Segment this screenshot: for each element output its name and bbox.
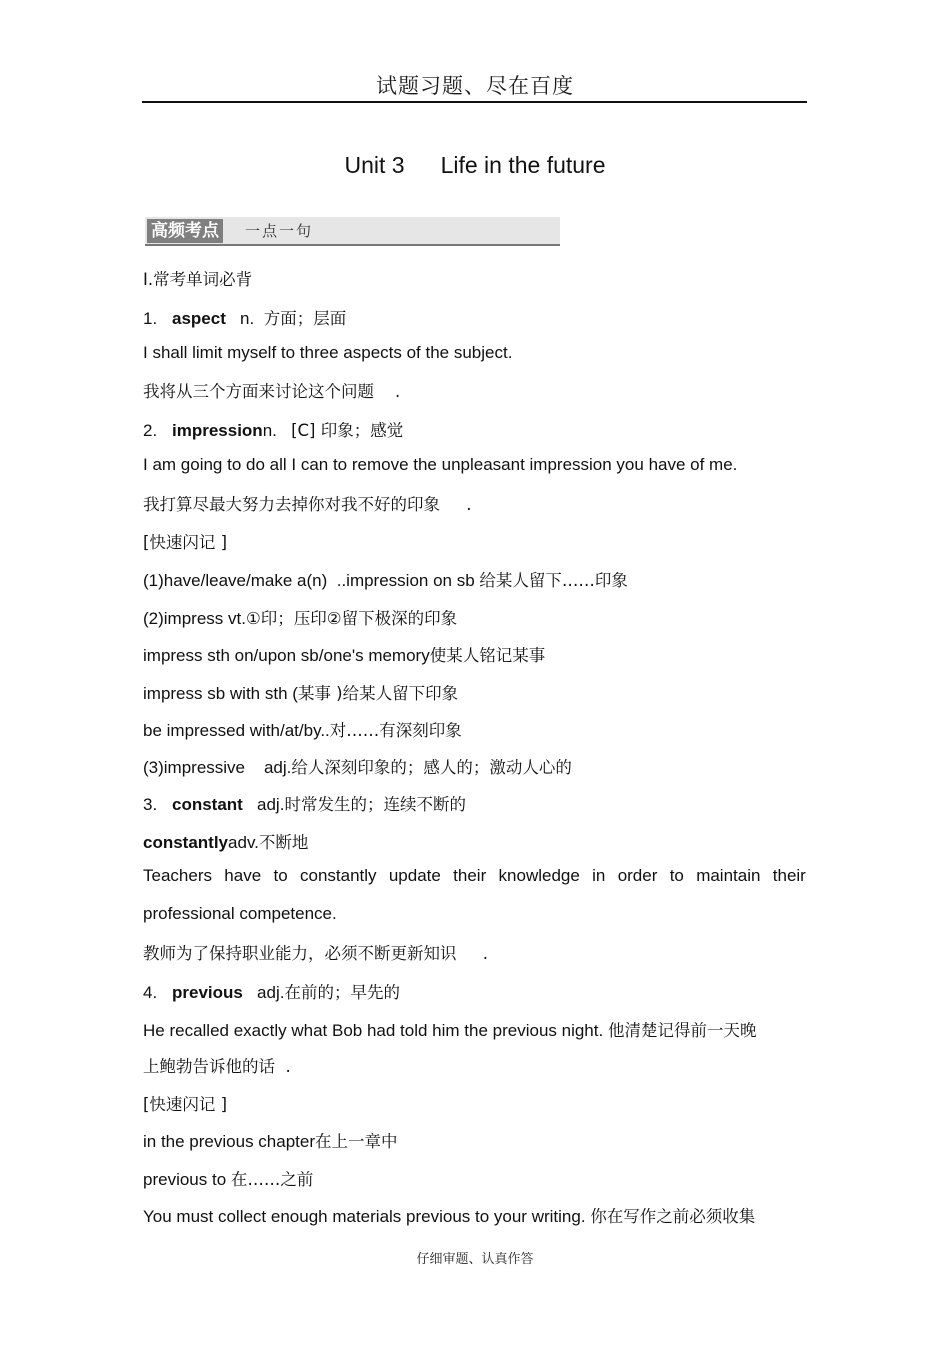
derived-word-line (143, 829, 308, 853)
example-cn-text: 我打算尽最大努力去掉你对我不好的印象 (143, 495, 440, 514)
tip-en: previous to (143, 1170, 231, 1189)
quick-tip-label: [快速闪记 ] (143, 1095, 228, 1114)
word: their (453, 866, 487, 885)
tip-en: in the previous chapter (143, 1132, 315, 1151)
tip-cn: 在……之前 (230, 1170, 314, 1189)
tip-cn: 给某人留下……印象 (479, 571, 628, 590)
headword: impression (172, 421, 263, 440)
example-cn (143, 940, 488, 964)
tip-en: (3)impressive (143, 758, 246, 777)
headword: constant (172, 795, 243, 814)
tip-en: impress sth on/upon sb/one's memory (143, 646, 430, 665)
meaning: 时常发生的；连续不断的 (284, 795, 466, 814)
tip-line (143, 567, 628, 591)
tip-cn: 某事 )给某人留下印象 (297, 684, 459, 703)
example-cn (143, 1053, 291, 1077)
derived-meaning: 不断地 (258, 833, 309, 852)
word: maintain (696, 866, 761, 885)
part-of-speech: n. (262, 421, 277, 440)
example-cn (143, 491, 471, 515)
page-footer: 仔细审题、认真作答 (416, 1252, 534, 1267)
entry-aspect-headword (143, 305, 346, 329)
tip-line (143, 754, 572, 778)
word: update (388, 866, 441, 885)
part-of-speech: adj. (257, 983, 285, 1002)
headword: previous (172, 983, 243, 1002)
tip-line (143, 1166, 313, 1190)
meaning: 方面；层面 (263, 309, 347, 328)
banner-tag: 高频考点 (147, 219, 223, 243)
meaning: 在前的；早先的 (284, 983, 400, 1002)
tip-cn: ①印；压印②留下极深的印象 (245, 609, 458, 628)
derived-pos: adv. (228, 833, 259, 852)
period: . (394, 382, 401, 401)
example-en-justified (143, 866, 806, 886)
entry-constant-headword (143, 791, 466, 815)
meaning: [C] 印象；感觉 (291, 421, 404, 440)
tip-line (143, 680, 458, 704)
example-en-continued: professional competence. (143, 904, 337, 923)
word: to (669, 866, 684, 885)
entry-number: 4. (143, 983, 158, 1002)
page-header-title: 试题习题、尽在百度 (376, 74, 574, 98)
word: their (772, 866, 806, 885)
word: knowledge (498, 866, 580, 885)
tip-line (143, 1128, 398, 1152)
entry-previous-headword (143, 979, 400, 1003)
word: Teachers (143, 866, 212, 885)
example-en: I am going to do all I can to remove the unpleasant impression you have of me. (143, 455, 738, 474)
example-en: He recalled exactly what Bob had told him the previous night. (143, 1021, 604, 1040)
period: . (482, 944, 488, 963)
section-heading: Ⅰ.常考单词必背 (143, 270, 253, 289)
tip-cn: 对……有深刻印象 (329, 721, 462, 740)
tip-line (143, 717, 462, 741)
entry-number: 2. (143, 421, 158, 440)
example-cn-text: 教师为了保持职业能力，必须不断更新知识 (143, 944, 457, 963)
tip-en: (1)have/leave/make a(n) (143, 571, 328, 590)
part-of-speech: n. (240, 309, 255, 328)
derived-word: constantly (143, 833, 229, 852)
word: have (224, 866, 262, 885)
example-cn-text: 我将从三个方面来讨论这个问题 (143, 382, 374, 401)
example-cn: 你在写作之前必须收集 (590, 1207, 756, 1226)
example-cn-part1: 他清楚记得前一天晚 (607, 1021, 757, 1040)
word: order (617, 866, 658, 885)
tip-en: (2)impress (143, 609, 224, 628)
tip-mid: ..impression on sb (336, 571, 480, 590)
tip-cn: 使某人铭记某事 (429, 646, 546, 665)
example-line (143, 1203, 755, 1227)
section-banner (145, 217, 560, 246)
tip-mid: adj. (263, 758, 292, 777)
quick-tip-label: [快速闪记 ] (143, 533, 228, 552)
tip-line (143, 605, 457, 629)
tip-cn: 给人深刻印象的；感人的；激动人心的 (291, 758, 572, 777)
tip-line (143, 642, 545, 666)
header-divider (142, 101, 807, 103)
word: constantly (299, 866, 377, 885)
example-line (143, 1017, 756, 1041)
tip-cn: 在上一章中 (315, 1132, 398, 1151)
tip-en: be impressed with/at/by.. (143, 721, 330, 740)
period: . (466, 495, 472, 514)
banner-subtitle: 一点一句 (245, 222, 314, 240)
unit-number: Unit 3 (344, 152, 405, 178)
example-cn-part2: 上鲍勃告诉他的话 (143, 1057, 275, 1076)
entry-impression-headword (143, 417, 403, 441)
example-en: You must collect enough materials previous to your writing. (143, 1207, 586, 1226)
tip-en: impress sb with sth ( (143, 684, 298, 703)
tip-mid: vt. (228, 609, 246, 628)
example-cn (143, 378, 400, 402)
unit-name: Life in the future (440, 152, 606, 178)
entry-number: 3. (143, 795, 158, 814)
word: to (273, 866, 288, 885)
headword: aspect (172, 309, 226, 328)
unit-title (0, 152, 950, 179)
word: in (592, 866, 606, 885)
example-en: I shall limit myself to three aspects of the subject. (143, 343, 513, 362)
part-of-speech: adj. (257, 795, 285, 814)
entry-number: 1. (143, 309, 158, 328)
period: . (285, 1057, 291, 1076)
